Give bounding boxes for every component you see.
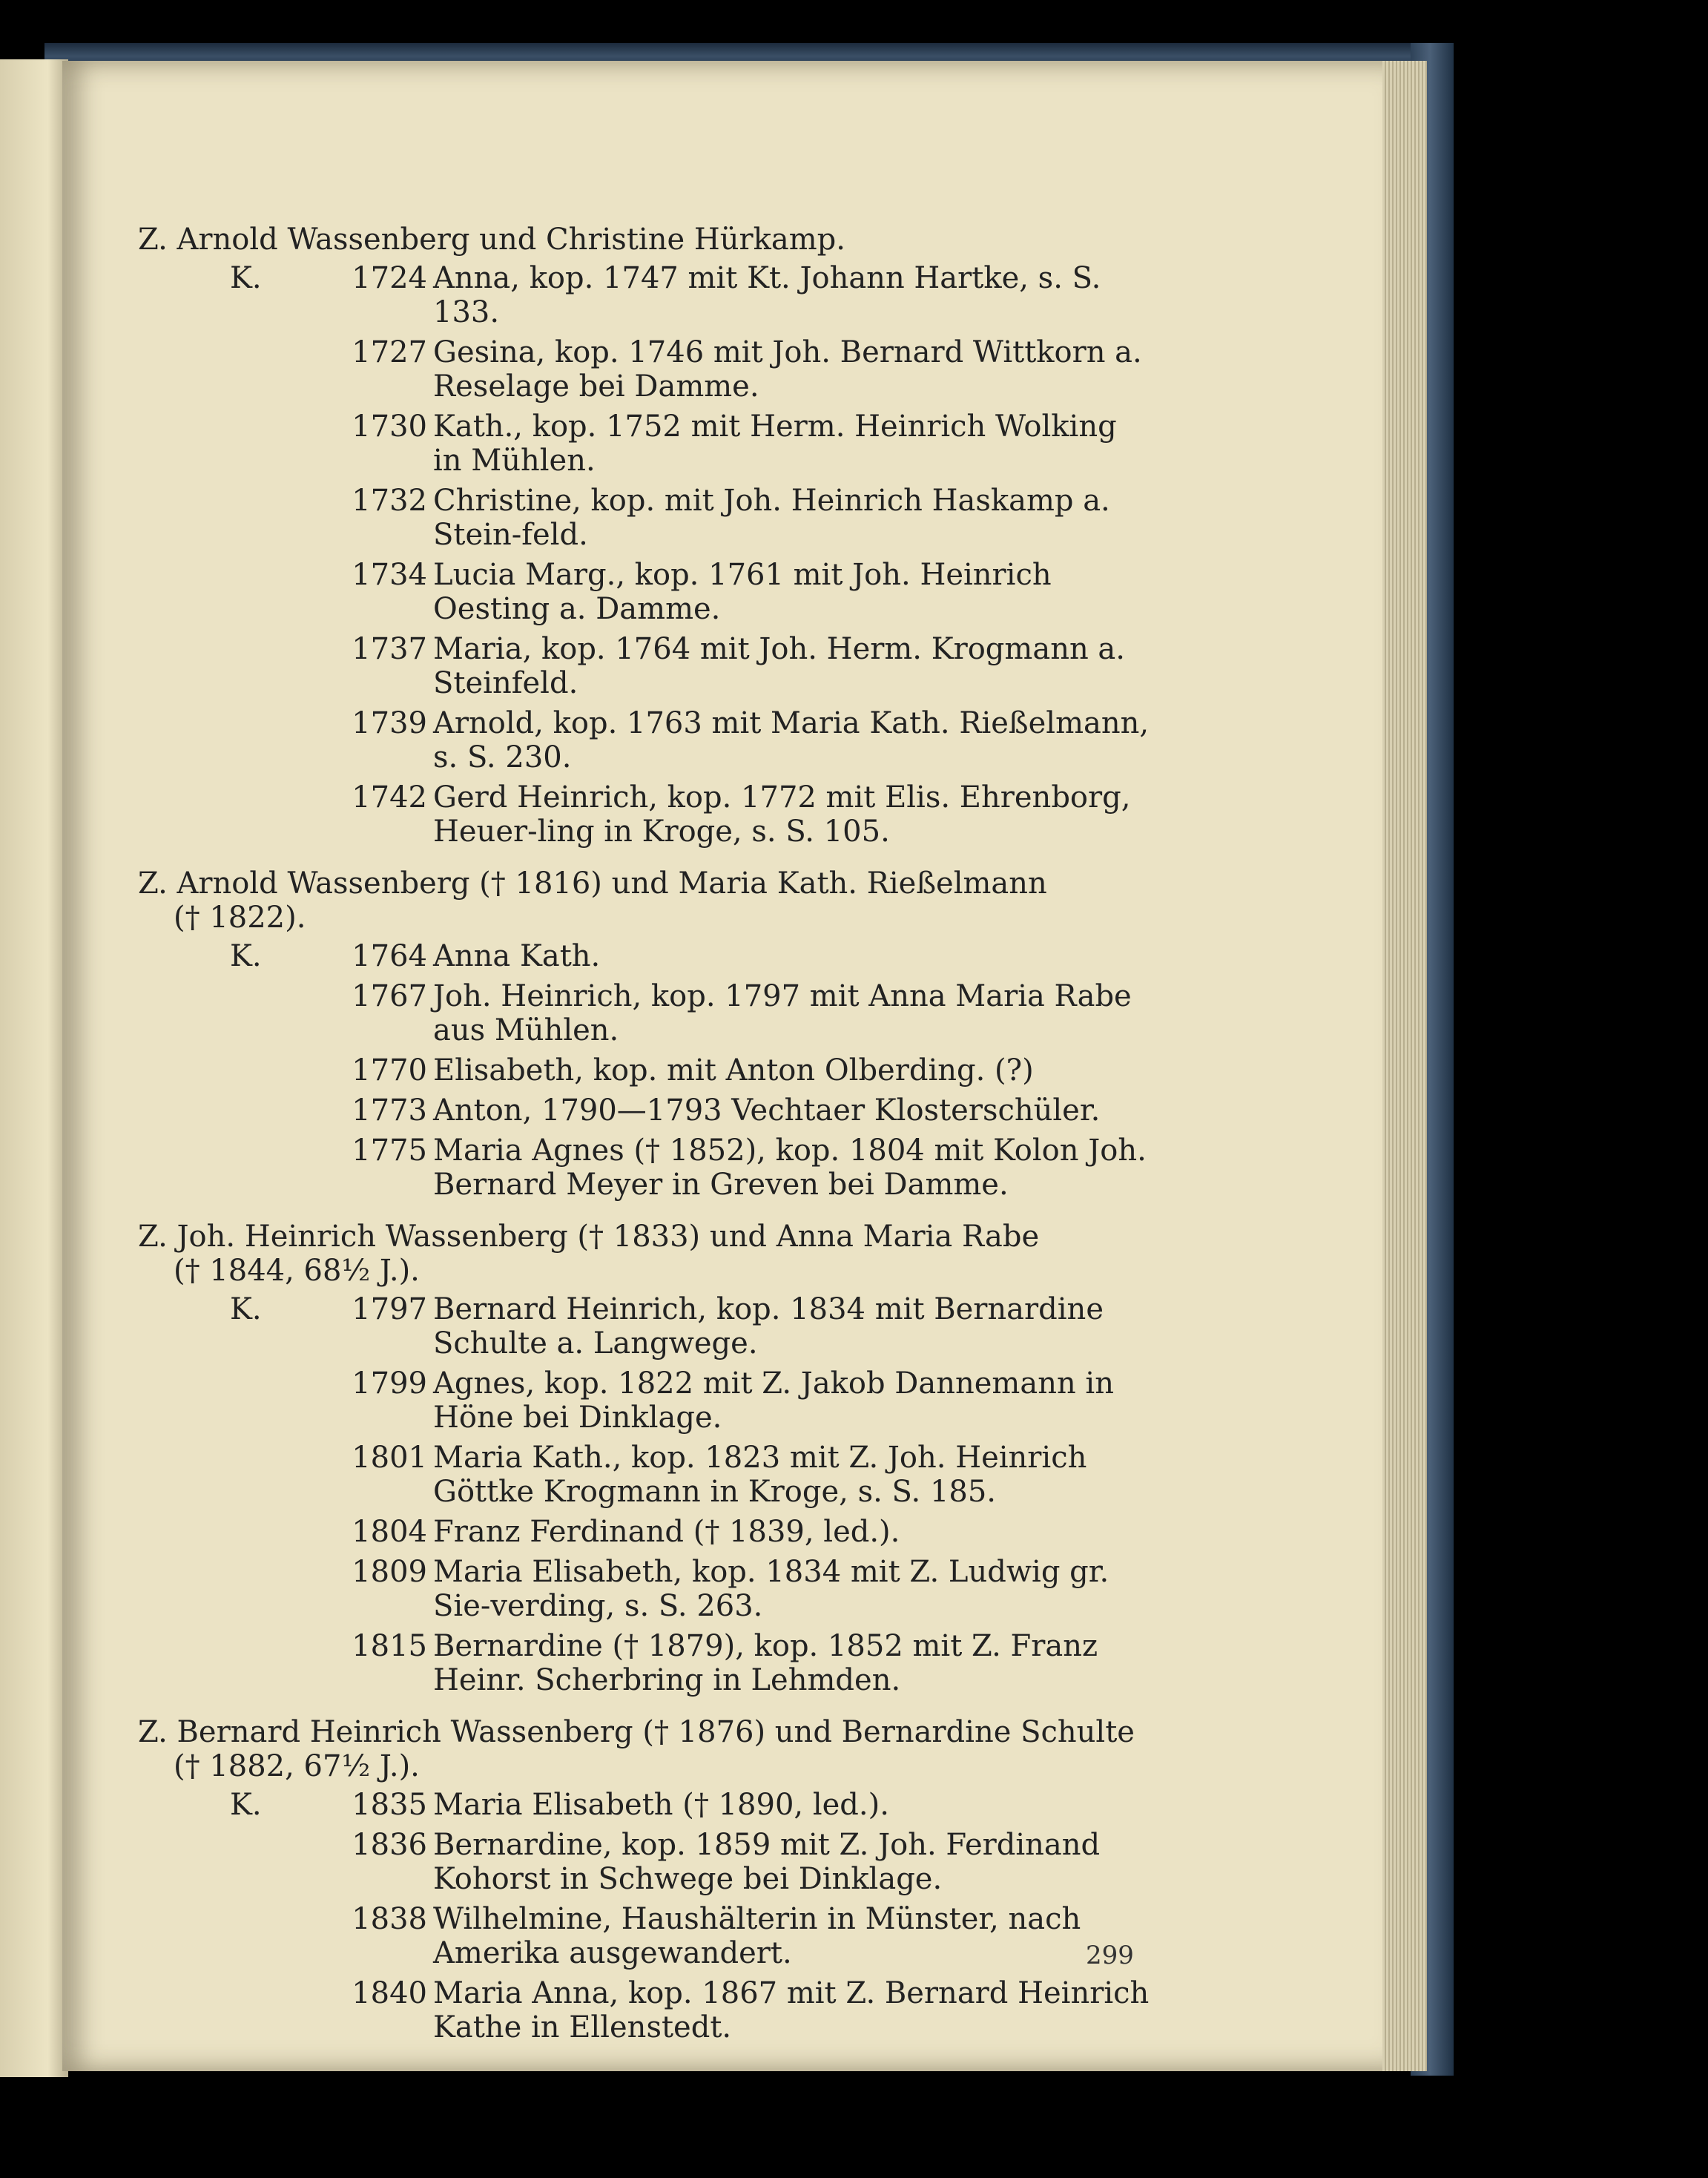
section-heading-continued: († 1882, 67½ J.).: [174, 1749, 420, 1783]
child-entry: [138, 632, 1154, 700]
child-entry: [138, 1629, 1154, 1697]
birth-year: 1797: [352, 1292, 427, 1326]
birth-year: 1732: [352, 484, 427, 518]
birth-year: 1742: [352, 780, 427, 815]
birth-year: 1840: [352, 1976, 427, 2010]
entry-text: Gerd Heinrich, kop. 1772 mit Elis. Ehrenborg, Heuer-ling in Kroge, s. S. 105.: [433, 780, 1131, 849]
birth-year: 1836: [352, 1828, 427, 1862]
section-heading: Z. Bernard Heinrich Wassenberg († 1876) und Bernardine Schulte: [138, 1715, 1135, 1749]
child-entry: [138, 484, 1154, 552]
entry-text: Maria Agnes († 1852), kop. 1804 mit Kolon Joh. Bernard Meyer in Greven bei Damme.: [433, 1134, 1147, 1202]
birth-year: 1737: [352, 632, 427, 666]
section-heading-continued: († 1822).: [174, 901, 306, 935]
child-entry: [138, 1292, 1154, 1361]
entry-text: Agnes, kop. 1822 mit Z. Jakob Dannemann in Höne bei Dinklage.: [433, 1366, 1114, 1435]
child-entry: [138, 1902, 1154, 1970]
children-prefix: K.: [230, 1788, 262, 1822]
entry-text: Joh. Heinrich, kop. 1797 mit Anna Maria Rabe aus Mühlen.: [433, 979, 1132, 1047]
page-edges: [1382, 61, 1427, 2071]
child-entry: [138, 1441, 1154, 1509]
entry-text: Anna, kop. 1747 mit Kt. Johann Hartke, s. S. 133.: [433, 261, 1101, 329]
birth-year: 1764: [352, 939, 427, 973]
child-entry: [138, 979, 1154, 1047]
family-section: [138, 1715, 1154, 2044]
entry-text: Kath., kop. 1752 mit Herm. Heinrich Wolking in Mühlen.: [433, 409, 1117, 478]
birth-year: 1770: [352, 1053, 427, 1088]
birth-year: 1815: [352, 1629, 427, 1663]
birth-year: 1734: [352, 558, 427, 592]
section-heading: Z. Arnold Wassenberg und Christine Hürkamp.: [138, 223, 845, 257]
birth-year: 1838: [352, 1902, 427, 1936]
entry-text: Maria Elisabeth († 1890, led.).: [433, 1788, 889, 1822]
child-entry: [138, 706, 1154, 774]
child-entry: [138, 1053, 1154, 1088]
page-text: [138, 223, 1154, 2062]
section-heading-continued: († 1844, 68½ J.).: [174, 1254, 420, 1288]
child-entry: [138, 780, 1154, 849]
family-section: [138, 866, 1154, 1202]
entry-text: Arnold, kop. 1763 mit Maria Kath. Rießelmann, s. S. 230.: [433, 706, 1150, 774]
child-entry: [138, 261, 1154, 329]
children-prefix: K.: [230, 939, 262, 973]
birth-year: 1730: [352, 409, 427, 444]
birth-year: 1775: [352, 1134, 427, 1168]
entry-text: Anna Kath.: [433, 939, 601, 973]
page-number: 299: [1086, 1941, 1134, 1970]
child-entry: [138, 1134, 1154, 1202]
birth-year: 1801: [352, 1441, 427, 1475]
entry-text: Maria Anna, kop. 1867 mit Z. Bernard Heinrich Kathe in Ellenstedt.: [433, 1976, 1150, 2044]
entry-text: Christine, kop. mit Joh. Heinrich Haskamp a. Stein-feld.: [433, 484, 1110, 552]
family-section: [138, 223, 1154, 849]
birth-year: 1799: [352, 1366, 427, 1401]
birth-year: 1809: [352, 1555, 427, 1589]
section-heading: Z. Arnold Wassenberg († 1816) und Maria Kath. Rießelmann: [138, 866, 1047, 901]
entry-text: Maria Elisabeth, kop. 1834 mit Z. Ludwig gr. Sie-verding, s. S. 263.: [433, 1555, 1109, 1623]
child-entry: [138, 1366, 1154, 1435]
child-entry: [138, 1976, 1154, 2044]
entry-text: Bernard Heinrich, kop. 1834 mit Bernardine Schulte a. Langwege.: [433, 1292, 1104, 1361]
child-entry: [138, 409, 1154, 478]
child-entry: [138, 1828, 1154, 1896]
entry-text: Maria, kop. 1764 mit Joh. Herm. Krogmann a. Steinfeld.: [433, 632, 1125, 700]
child-entry: [138, 939, 1154, 973]
entry-text: Gesina, kop. 1746 mit Joh. Bernard Wittkorn a. Reselage bei Damme.: [433, 335, 1142, 404]
child-entry: [138, 1093, 1154, 1128]
birth-year: 1767: [352, 979, 427, 1013]
children-prefix: K.: [230, 1292, 262, 1326]
entry-text: Lucia Marg., kop. 1761 mit Joh. Heinrich Oesting a. Damme.: [433, 558, 1052, 626]
children-prefix: K.: [230, 261, 262, 295]
family-section: [138, 1220, 1154, 1697]
birth-year: 1835: [352, 1788, 427, 1822]
child-entry: [138, 1788, 1154, 1822]
entry-text: Franz Ferdinand († 1839, led.).: [433, 1515, 900, 1549]
entry-text: Wilhelmine, Haushälterin in Münster, nach Amerika ausgewandert.: [433, 1902, 1081, 1970]
birth-year: 1727: [352, 335, 427, 369]
entry-text: Elisabeth, kop. mit Anton Olberding. (?): [433, 1053, 1034, 1088]
birth-year: 1724: [352, 261, 427, 295]
birth-year: 1804: [352, 1515, 427, 1549]
child-entry: [138, 558, 1154, 626]
entry-text: Maria Kath., kop. 1823 mit Z. Joh. Heinrich Göttke Krogmann in Kroge, s. S. 185.: [433, 1441, 1087, 1509]
birth-year: 1739: [352, 706, 427, 740]
entry-text: Anton, 1790—1793 Vechtaer Klosterschüler.: [433, 1093, 1101, 1128]
entry-text: Bernardine, kop. 1859 mit Z. Joh. Ferdinand Kohorst in Schwege bei Dinklage.: [433, 1828, 1101, 1896]
child-entry: [138, 1555, 1154, 1623]
entry-text: Bernardine († 1879), kop. 1852 mit Z. Franz Heinr. Scherbring in Lehmden.: [433, 1629, 1098, 1697]
birth-year: 1773: [352, 1093, 427, 1128]
child-entry: [138, 335, 1154, 404]
section-heading: Z. Joh. Heinrich Wassenberg († 1833) und Anna Maria Rabe: [138, 1220, 1040, 1254]
child-entry: [138, 1515, 1154, 1549]
facing-page-edge: [0, 59, 68, 2077]
